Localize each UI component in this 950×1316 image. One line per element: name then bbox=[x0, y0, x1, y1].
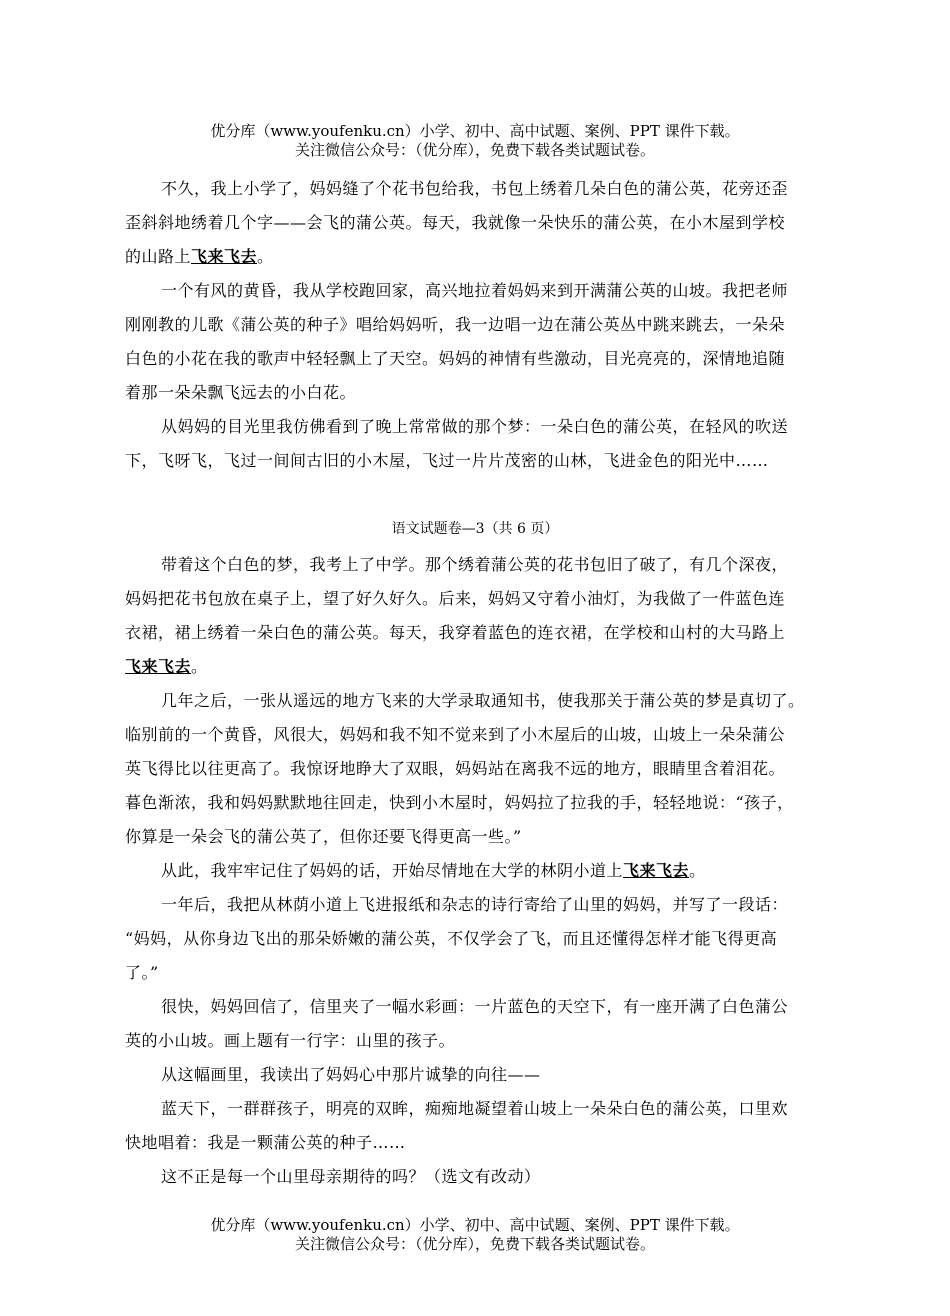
passage-part-1 bbox=[125, 172, 853, 478]
text-segment: 从此，我牢牢记住了妈妈的话，开始尽情地在大学的林阴小道上 bbox=[161, 861, 624, 880]
text-line: 从这幅画里，我读出了妈妈心中那片诚挚的向往—— bbox=[161, 1065, 541, 1084]
text-line: 白色的小花在我的歌声中轻轻飘上了天空。妈妈的神情有些激动，目光亮亮的，深情地追随 bbox=[125, 349, 786, 368]
text-line: 英飞得比以往更高了。我惊讶地睁大了双眼，妈妈站在离我不远的地方，眼睛里含着泪花。 bbox=[125, 759, 786, 778]
text-segment: 。 bbox=[689, 861, 706, 880]
text-line: 从妈妈的目光里我仿佛看到了晚上常常做的那个梦：一朵白色的蒲公英，在轻风的吹送 bbox=[161, 417, 789, 436]
text-segment: 的山路上 bbox=[125, 247, 192, 266]
text-line: 几年之后，一张从遥远的地方飞来的大学录取通知书，使我那关于蒲公英的梦是真切了。 bbox=[161, 691, 805, 710]
header-line-1: 优分库（www.youfenku.cn）小学、初中、高中试题、案例、PPT 课件下载。 bbox=[210, 122, 740, 140]
text-line: 很快，妈妈回信了，信里夹了一幅水彩画：一片蓝色的天空下，有一座开满了白色蒲公 bbox=[161, 997, 789, 1016]
emphasized-phrase: 飞来飞去 bbox=[191, 247, 258, 266]
text-line: 下，飞呀飞，飞过一间间古旧的小木屋，飞过一片片茂密的山林，飞进金色的阳光中…… bbox=[125, 451, 769, 470]
text-line: 一年后，我把从林荫小道上飞进报纸和杂志的诗行寄给了山里的妈妈，并写了一段话： bbox=[161, 895, 789, 914]
text-line: 衣裙，裙上绣着一朵白色的蒲公英。每天，我穿着蓝色的连衣裙，在学校和山村的大马路上 bbox=[125, 623, 786, 642]
passage-part-2 bbox=[125, 548, 853, 1194]
text-line: 你算是一朵会飞的蒲公英了，但你还要飞得更高一些。” bbox=[125, 827, 522, 846]
text-line: 妈妈把花书包放在桌子上，望了好久好久。后来，妈妈又守着小油灯，为我做了一件蓝色连 bbox=[125, 589, 786, 608]
text-line: 一个有风的黄昏，我从学校跑回家，高兴地拉着妈妈来到开满蒲公英的山坡。我把老师 bbox=[161, 281, 789, 300]
text-line bbox=[125, 650, 853, 684]
text-line: 带着这个白色的梦，我考上了中学。那个绣着蒲公英的花书包旧了破了，有几个深夜， bbox=[161, 555, 789, 574]
page-number: 语文试题卷—3（共 6 页） bbox=[391, 521, 559, 537]
text-line bbox=[125, 854, 853, 888]
text-line: 英的小山坡。画上题有一行字：山里的孩子。 bbox=[125, 1031, 456, 1050]
page-header bbox=[0, 122, 950, 160]
text-line: 快地唱着：我是一颗蒲公英的种子…… bbox=[125, 1133, 406, 1152]
footer-line-2: 关注微信公众号：（优分库），免费下载各类试题试卷。 bbox=[294, 1235, 655, 1253]
text-line: 了。” bbox=[125, 963, 159, 982]
text-line: “妈妈，从你身边飞出的那朵娇嫩的蒲公英，不仅学会了飞，而且还懂得怎样才能飞得更高 bbox=[125, 929, 778, 948]
text-line: 着那一朵朵飘飞远去的小白花。 bbox=[125, 383, 357, 402]
header-line-2: 关注微信公众号：（优分库），免费下载各类试题试卷。 bbox=[294, 141, 655, 159]
page-footer bbox=[0, 1216, 950, 1254]
emphasized-phrase: 飞来飞去 bbox=[125, 657, 192, 676]
emphasized-phrase: 飞来飞去 bbox=[623, 861, 690, 880]
text-segment: 。 bbox=[191, 657, 208, 676]
text-line: 不久，我上小学了，妈妈缝了个花书包给我，书包上绣着几朵白色的蒲公英，花旁还歪 bbox=[161, 179, 789, 198]
text-line: 蓝天下，一群群孩子，明亮的双眸，痴痴地凝望着山坡上一朵朵白色的蒲公英，口里欢 bbox=[161, 1099, 789, 1118]
text-line: 临别前的一个黄昏，风很大，妈妈和我不知不觉来到了小木屋后的山坡，山坡上一朵朵蒲公 bbox=[125, 725, 786, 744]
text-line: 歪斜斜地绣着几个字——会飞的蒲公英。每天，我就像一朵快乐的蒲公英，在小木屋到学校 bbox=[125, 213, 786, 232]
text-line: 暮色渐浓，我和妈妈默默地往回走，快到小木屋时，妈妈拉了拉我的手，轻轻地说：“孩子， bbox=[125, 793, 794, 812]
footer-line-1: 优分库（www.youfenku.cn）小学、初中、高中试题、案例、PPT 课件下载。 bbox=[210, 1216, 740, 1234]
text-segment: 。 bbox=[257, 247, 274, 266]
text-line bbox=[125, 240, 853, 274]
text-line: 刚刚教的儿歌《蒲公英的种子》唱给妈妈听，我一边唱一边在蒲公英丛中跳来跳去，一朵朵 bbox=[125, 315, 786, 334]
text-line: 这不正是每一个山里母亲期待的吗？（选文有改动） bbox=[161, 1167, 541, 1186]
